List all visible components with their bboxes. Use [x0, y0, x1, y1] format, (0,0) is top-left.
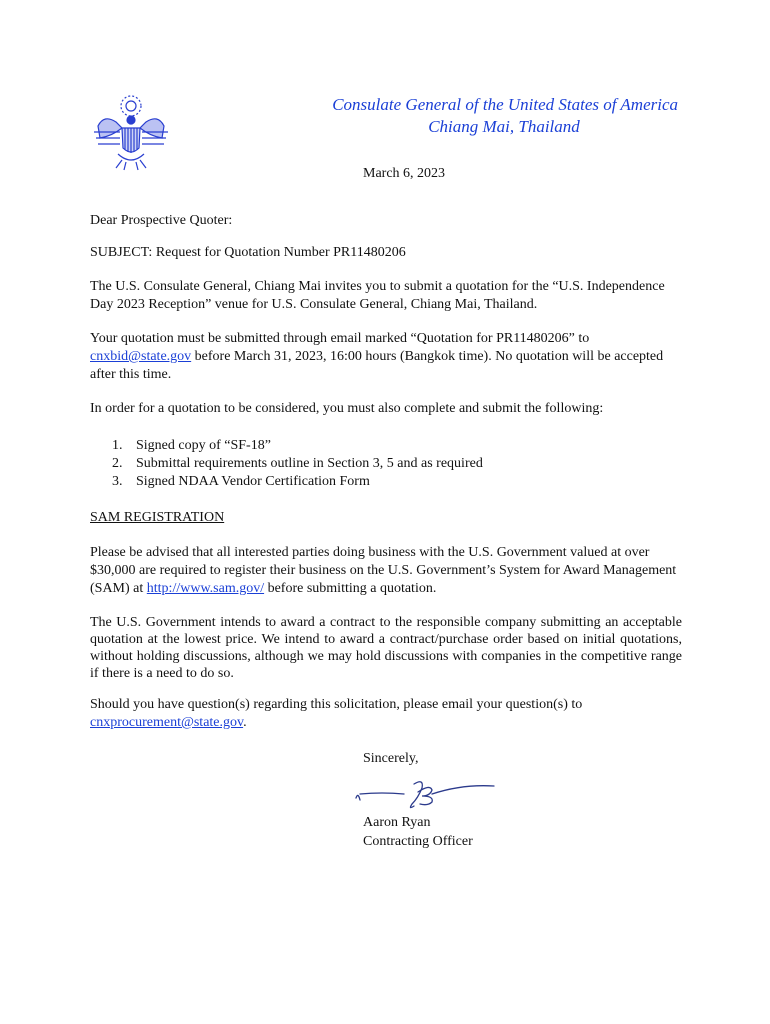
sam-text-after: before submitting a quotation. — [264, 581, 437, 596]
great-seal-icon — [92, 92, 170, 172]
letterhead-title: Consulate General of the United States of America — [332, 95, 678, 114]
sam-heading: SAM REGISTRATION — [90, 510, 225, 525]
requirements-list — [112, 437, 483, 491]
sam-paragraph — [90, 544, 682, 598]
list-item — [112, 473, 483, 491]
sam-text-before: Please be advised that all interested parties doing business with the U.S. Government valued at over $30,000 are required to register their business on the U.S. Government’s System for Award Management (SAM) at — [90, 545, 677, 596]
subject-line: SUBJECT: Request for Quotation Number PR11480206 — [90, 245, 406, 260]
list-item-number: 1. — [112, 438, 123, 453]
questions-text-before: Should you have question(s) regarding this solicitation, please email your question(s) to — [90, 697, 583, 712]
letterhead-location: Chiang Mai, Thailand — [428, 117, 580, 136]
list-item — [112, 437, 483, 455]
greeting: Dear Prospective Quoter: — [90, 213, 233, 228]
signature-icon — [352, 774, 502, 814]
signer-name: Aaron Ryan — [363, 815, 431, 830]
list-item-number: 3. — [112, 474, 123, 489]
procurement-email-link[interactable]: cnxprocurement@state.gov — [90, 715, 244, 730]
signer-title: Contracting Officer — [363, 834, 473, 849]
bid-email-link[interactable]: cnxbid@state.gov — [90, 349, 192, 364]
consider-paragraph: In order for a quotation to be considered, you must also complete and submit the following: — [90, 401, 604, 416]
list-item-text: Signed NDAA Vendor Certification Form — [136, 474, 370, 489]
intro-paragraph: The U.S. Consulate General, Chiang Mai invites you to submit a quotation for the “U.S. Independence Day 2023 Reception” venue for U.S. Consulate General, Chiang Mai, Thailand. — [90, 279, 665, 312]
sam-link[interactable]: http://www.sam.gov/ — [146, 581, 265, 596]
award-paragraph: The U.S. Government intends to award a contract to the responsible company submitting an acceptable quotation at the lowest price. We intend to award a contract/purchase order based on initial quotations, without holding discussions, although we may hold discussions with companies in the competitive range if there is a need to do so. — [90, 615, 682, 681]
list-item — [112, 455, 483, 473]
questions-paragraph — [90, 696, 682, 732]
list-item-number: 2. — [112, 456, 123, 471]
submission-text-after: before March 31, 2023, 16:00 hours (Bangkok time). No quotation will be accepted after this time. — [90, 349, 664, 382]
list-item-text: Submittal requirements outline in Section 3, 5 and as required — [136, 456, 483, 471]
questions-text-after: . — [243, 715, 247, 730]
list-item-text: Signed copy of “SF-18” — [136, 438, 271, 453]
submission-paragraph — [90, 330, 682, 384]
closing: Sincerely, — [363, 751, 419, 766]
submission-text-before: Your quotation must be submitted through email marked “Quotation for PR11480206” to — [90, 331, 590, 346]
letter-date: March 6, 2023 — [363, 166, 446, 181]
